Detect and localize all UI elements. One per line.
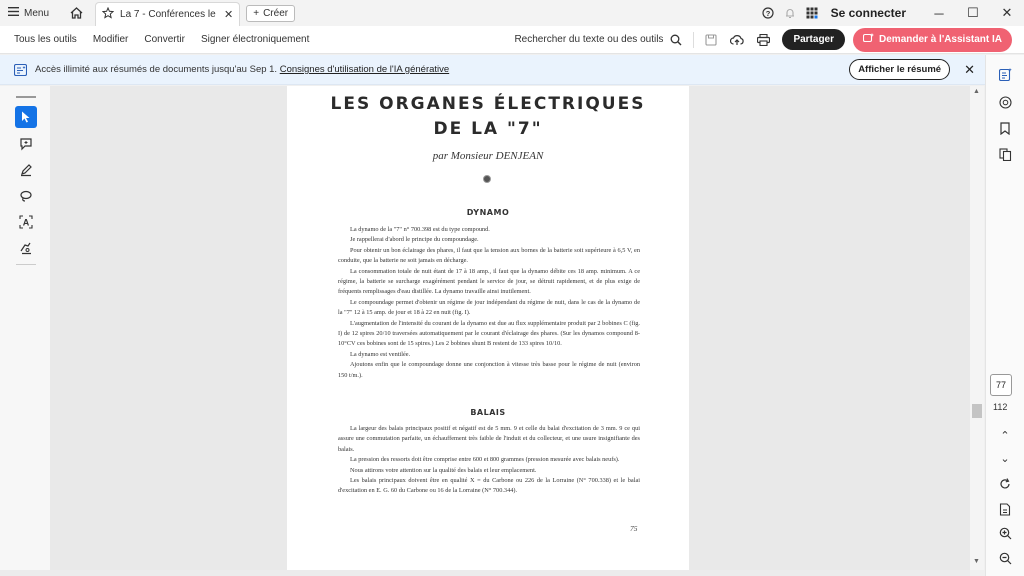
maximize-icon[interactable]: ☐ <box>967 5 979 20</box>
help-icon[interactable] <box>757 2 779 24</box>
divider <box>693 32 694 48</box>
new-tab-label: Créer <box>263 7 289 19</box>
banner-message: Accès illimité aux résumés de documents jusqu'au Sep 1. <box>35 64 278 75</box>
ai-sparkle-icon <box>863 33 874 47</box>
current-page-input[interactable]: 77 <box>990 374 1012 396</box>
title-bar <box>0 0 1024 26</box>
previous-page-icon[interactable]: ⌃ <box>1000 429 1010 442</box>
close-window-icon[interactable]: ✕ <box>1001 5 1013 20</box>
menu-convert[interactable]: Convertir <box>144 34 185 45</box>
document-title-line-1: LES ORGANES ÉLECTRIQUES <box>330 94 646 114</box>
menu-all-tools[interactable]: Tous les outils <box>14 34 77 45</box>
apps-grid-icon[interactable] <box>801 2 823 24</box>
svg-text:?: ? <box>765 8 770 18</box>
ai-summary-panel-icon[interactable] <box>993 63 1017 85</box>
paragraph: La dynamo est ventilée. <box>350 350 411 358</box>
ai-guidelines-link[interactable]: Consignes d'utilisation de l'IA générative <box>279 64 450 75</box>
pen-icon <box>19 163 33 177</box>
ai-assistant-label: Demander à l'Assistant IA <box>879 34 1002 45</box>
menu-label: Menu <box>24 7 50 19</box>
document-title-line-2: DE LA "7" <box>433 119 543 139</box>
right-rail <box>985 55 1024 576</box>
banner-text <box>35 64 449 75</box>
vertical-scrollbar[interactable] <box>970 86 984 570</box>
share-button[interactable]: Partager <box>782 29 845 50</box>
ornament-icon <box>483 175 491 183</box>
minimize-icon[interactable]: ─ <box>934 5 944 21</box>
search-tools-field[interactable]: Rechercher du texte ou des outils <box>514 34 664 45</box>
save-icon[interactable] <box>700 29 722 51</box>
document-viewport[interactable] <box>50 86 970 570</box>
toolbar-grip <box>16 96 36 98</box>
svg-text:A: A <box>22 217 30 228</box>
paragraph: Ajoutons enfin que le compoundage donne une conjonction à vitesse très basse pour le régime de nuit (environ 150 t/m.). <box>338 361 640 379</box>
document-tab[interactable] <box>95 2 240 26</box>
menu-button[interactable] <box>0 0 57 26</box>
paragraph: Je rappellerai d'abord le principe du compoundage. <box>350 236 479 244</box>
paragraph: La largeur des balais principaux positif et négatif est de 5 mm. 9 et celle du balai d'excitation de 3 mm. 9 ce qui assure une commutation parfaite, un échauffement très faible de l'induit et du collecteur, et une usure insignifiante des balais. <box>338 425 640 453</box>
section-balais-body <box>338 424 640 497</box>
section-heading-dynamo: DYNAMO <box>466 208 510 217</box>
page-number: 75 <box>630 524 638 533</box>
ai-assistant-button[interactable] <box>853 28 1012 52</box>
next-page-icon[interactable]: ⌄ <box>1000 452 1010 465</box>
signature-pen-icon <box>19 241 33 255</box>
paragraph: La pression des ressorts doit être comprise entre 600 et 800 grammes (pression mesurée avec balais neufs). <box>350 456 620 464</box>
pdf-page <box>287 86 689 570</box>
zoom-in-icon[interactable] <box>993 522 1017 544</box>
cloud-upload-icon[interactable] <box>726 29 748 51</box>
zoom-out-icon[interactable] <box>993 547 1017 569</box>
menu-edit[interactable]: Modifier <box>92 34 129 45</box>
print-icon[interactable] <box>752 29 774 51</box>
document-author: par Monsieur DENJEAN <box>432 150 544 162</box>
summary-icon <box>14 64 27 76</box>
paragraph: La consommation totale de nuit étant de 17 à 18 amp., il faut que la dynamo débite ces 18 amp. minimum. A ce régime, la batterie se surcharge exagérément pendant le service de jour, se détruit rapidement, et de plus exige de fréquents remplissages d'eau distillée. La dynamo travaille ainsi inutilement. <box>338 267 640 296</box>
cursor-icon <box>21 111 31 123</box>
comments-panel-icon[interactable] <box>993 91 1017 113</box>
menu-bar <box>0 26 1024 54</box>
home-icon[interactable] <box>65 2 87 24</box>
paragraph: L'augmentation de l'intensité du courant de la dynamo est due au flux supplémentaire produit par 2 bobines C (fig. I) de 12 spires 20/10 traversées automatiquement par le courant d'éclairage des phares. (Sur les dynamos compound 8-10°CV ces bobines sont de 15 spires.) Les 2 bobines shunt B restent de 133 spires 10/10. <box>338 319 640 348</box>
freehand-tool[interactable] <box>15 185 37 207</box>
paragraph: La dynamo de la "7" n° 700.398 est du type compound. <box>350 226 490 233</box>
menu-sign[interactable]: Signer électroniquement <box>200 34 310 45</box>
sign-in-link[interactable]: Se connecter <box>830 6 906 20</box>
total-pages: 112 <box>993 402 1008 412</box>
rotate-icon[interactable] <box>993 473 1017 495</box>
scroll-up-icon[interactable]: ▲ <box>973 88 980 95</box>
pages-panel-icon[interactable] <box>993 143 1017 165</box>
paragraph: Les balais principaux doivent être en qualité X = du Carbone ou 226 de la Lorraine (N° 700.338) et le balai d'excitation en E. G. 60 du Carbone ou 16 de la Lorraine (N° 700.344). <box>338 477 640 495</box>
text-recognition-tool[interactable] <box>15 211 37 233</box>
tab-title: La 7 - Conférences le <box>120 9 216 20</box>
comment-tool[interactable] <box>15 133 37 155</box>
status-bar <box>0 570 970 576</box>
section-dynamo-body <box>338 225 640 381</box>
signature-tool[interactable] <box>15 237 37 259</box>
draw-tool[interactable] <box>15 159 37 181</box>
close-banner-icon[interactable]: ✕ <box>964 61 975 77</box>
select-tool[interactable] <box>15 106 37 128</box>
star-icon[interactable] <box>102 7 114 22</box>
paragraph: Pour obtenir un bon éclairage des phares, il faut que la tension aux bornes de la batterie soit supérieure à 6,5 V, en conduite, que la batterie ne soit jamais en décharge. <box>338 246 640 265</box>
section-heading-balais: BALAIS <box>470 408 506 417</box>
new-tab-button[interactable] <box>246 5 295 22</box>
hamburger-icon <box>8 7 19 19</box>
show-summary-button[interactable]: Afficher le résumé <box>849 59 950 80</box>
bookmark-panel-icon[interactable] <box>993 117 1017 139</box>
paragraph: Le compoundage permet d'obtenir un régime de jour indépendant du régime de nuit, dans le cas de la dynamo de la "7" 12 à 15 amp. de jour et 18 à 22 en nuit (fig. I). <box>338 298 640 317</box>
paragraph: Nous attirons votre attention sur la qualité des balais et leur emplacement. <box>350 466 537 474</box>
close-tab-icon[interactable]: ✕ <box>224 9 234 21</box>
lasso-icon <box>19 189 33 203</box>
comment-plus-icon <box>19 137 33 151</box>
info-banner <box>0 55 985 85</box>
left-toolbar <box>0 86 50 576</box>
scroll-down-icon[interactable]: ▼ <box>973 558 980 565</box>
scrollbar-thumb[interactable] <box>972 404 982 418</box>
document-properties-icon[interactable] <box>993 498 1017 520</box>
toolbar-divider <box>16 264 36 265</box>
plus-icon: + <box>253 7 260 19</box>
search-icon[interactable] <box>665 29 687 51</box>
bell-icon[interactable] <box>779 2 801 24</box>
text-box-icon <box>19 215 33 229</box>
